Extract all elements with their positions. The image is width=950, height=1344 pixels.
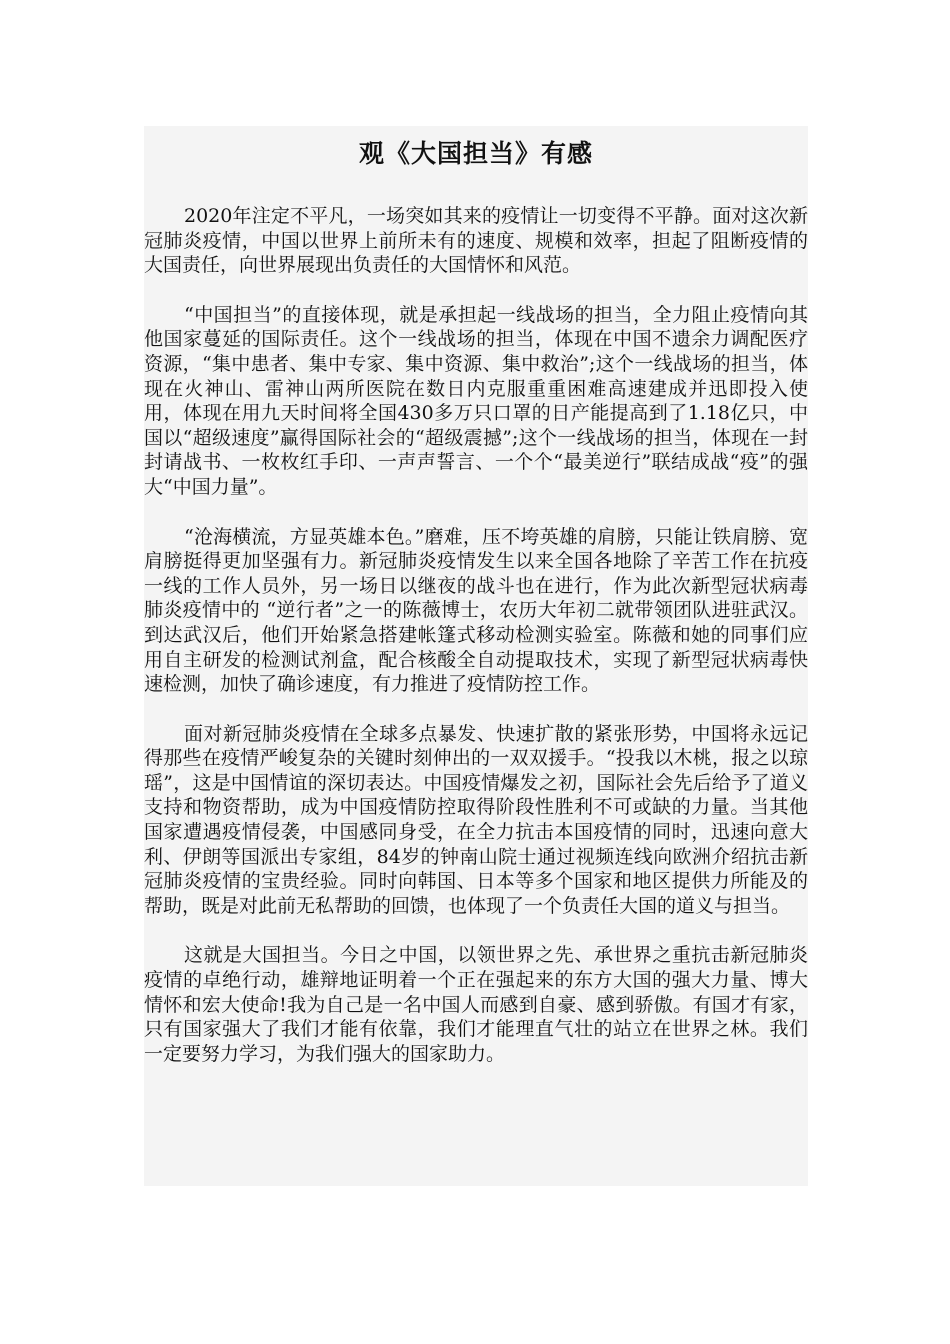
paragraph-gap — [144, 500, 808, 525]
paragraph-5: 这就是大国担当。今日之中国，以领世界之先、承世界之重抗击新冠肺炎疫情的卓绝行动，雄辩地证明着一个正在强起来的东方大国的强大力量、博大情怀和宏大使命!我为自己是一名中国人而感到自豪、感到骄傲。有国才有家，只有国家强大了我们才能有依靠，我们才能理直气壮的站立在世界之林。我们一定要努力学习，为我们强大的国家助力。 — [144, 944, 808, 1065]
paragraph-4: 面对新冠肺炎疫情在全球多点暴发、快速扩散的紧张形势，中国将永远记得那些在疫情严峻复杂的关键时刻伸出的一双双援手。“投我以木桃，报之以琼瑶”，这是中国情谊的深切表达。中国疫情爆发之初，国际社会先后给予了道义支持和物资帮助，成为中国疫情防控取得阶段性胜利不可或缺的力量。当其他国家遭遇疫情侵袭，中国感同身受，在全力抗击本国疫情的同时，迅速向意大利、伊朗等国派出专家组，84岁的钟南山院士通过视频连线向欧洲介绍抗击新冠肺炎疫情的宝贵经验。同时向韩国、日本等多个国家和地区提供力所能及的帮助，既是对此前无私帮助的回馈，也体现了一个负责任大国的道义与担当。 — [144, 722, 808, 917]
paragraph-3: “沧海横流，方显英雄本色。”磨难，压不垮英雄的肩膀，只能让铁肩膀、宽肩膀挺得更加坚强有力。新冠肺炎疫情发生以来全国各地除了辛苦工作在抗疫一线的工作人员外，另一场日以继夜的战斗也在进行，作为此次新型冠状病毒肺炎疫情中的 “逆行者”之一的陈薇博士，农历大年初二就带领团队进驻武汉。到达武汉后，他们开始紧急搭建帐篷式移动检测实验室。陈薇和她的同事们应用自主研发的检测试剂盒，配合核酸全自动提取技术，实现了新型冠状病毒快速检测，加快了确诊速度，有力推进了疫情防控工作。 — [144, 525, 808, 696]
document-body — [144, 126, 808, 1186]
paragraph-gap — [144, 918, 808, 943]
paragraph-gap — [144, 278, 808, 303]
paragraph-gap — [144, 697, 808, 722]
paragraph-2: “中国担当”的直接体现，就是承担起一线战场的担当，全力阻止疫情向其他国家蔓延的国际责任。这个一线战场的担当，体现在中国不遗余力调配医疗资源，“集中患者、集中专家、集中资源、集中救治”;这个一线战场的担当，体现在火神山、雷神山两所医院在数日内克服重重困难高速建成并迅即投入使用，体现在用九天时间将全国430多万只口罩的日产能提高到了1.18亿只，中国以“超级速度”赢得国际社会的“超级震撼”;这个一线战场的担当，体现在一封封请战书、一枚枚红手印、一声声誓言、一个个“最美逆行”联结成战“疫”的强大“中国力量”。 — [144, 303, 808, 498]
document-title: 观《大国担当》有感 — [358, 139, 593, 168]
paragraph-1: 2020年注定不平凡，一场突如其来的疫情让一切变得不平静。面对这次新冠肺炎疫情，中国以世界上前所未有的速度、规模和效率，担起了阻断疫情的大国责任，向世界展现出负责任的大国情怀和风范。 — [144, 205, 808, 277]
